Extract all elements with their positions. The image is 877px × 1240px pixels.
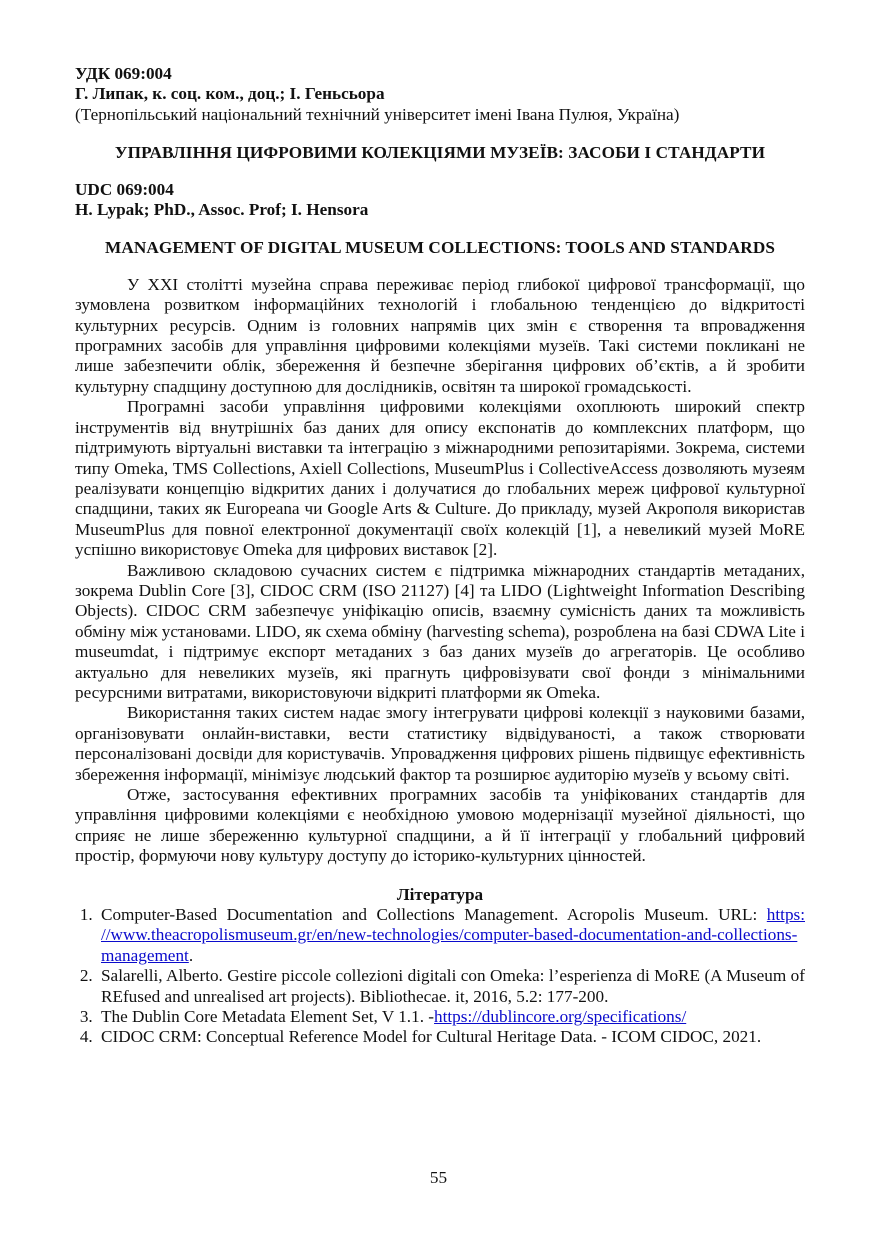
paragraph-4: Використання таких систем надає змогу інтегрувати цифрові колекції з науковими базами, організовувати онлайн-виставки, вести статистику відвідуваності, а також створювати персоналізовані досвіди для користувачів. Упровадження цифрових рішень підвищує ефективність збереження інформації, мінімізує людський фактор та розширює аудиторію музеїв у всьому світі. bbox=[75, 703, 805, 784]
paragraph-3: Важливою складовою сучасних систем є підтримка міжнародних стандартів метаданих, зокрема Dublin Core [3], CIDOC CRM (ISO 21127) [4] та LIDO (Lightweight Information Describing Objects). CIDOC CRM забезпечує уніфікацію описів, взаємну сумісність даних та можливість обміну між установами. LIDO, як схема обміну (harvesting schema), розроблена на базі CDWA Lite і museumdat, і підтримує експорт метаданих з баз даних музеїв до агрегаторів. Це особливо актуально для невеликих музеїв, які прагнуть цифровізувати свої фонди з мінімальними ресурсними витратами, використовуючи відкриті платформи як Omeka. bbox=[75, 560, 805, 702]
affiliation-ua: (Тернопільський національний технічний університет імені Івана Пулюя, Україна) bbox=[75, 104, 680, 124]
paragraph-5: Отже, застосування ефективних програмних засобів та уніфікованих стандартів для управління цифровими колекціями є необхідною умовою модернізації музейної діяльності, що сприяє не лише збереженню культурної спадщини, а й її інтеграції у глобальний цифровий простір, формуючи нову культуру доступу до історико-культурних цінностей. bbox=[75, 785, 805, 866]
reference-text: The Dublin Core Metadata Element Set, V 1.1. - bbox=[101, 1007, 435, 1027]
page-number: 55 bbox=[429, 1168, 448, 1187]
authors-ua: Г. Липак, к. соц. ком., доц.; І. Геньсьора bbox=[75, 84, 385, 104]
udc-ua: УДК 069:004 bbox=[75, 64, 172, 83]
references-list bbox=[75, 905, 805, 1048]
reference-item bbox=[97, 966, 805, 1007]
reference-link[interactable]: https: //www.theacropolismuseum.gr/en/new-technologies/computer-based-documentation-and-collections-management bbox=[101, 905, 805, 965]
title-en: MANAGEMENT OF DIGITAL MUSEUM COLLECTIONS: TOOLS AND STANDARDS bbox=[105, 238, 775, 258]
reference-text: Salarelli, Alberto. Gestire piccole collezioni digitali con Omeka: l’esperienza di MoRE (A Museum of REfused and unrealised art projects). Bibliothecae. it, 2016, 5.2: 177-200. bbox=[101, 966, 805, 1006]
title-ua: УПРАВЛІННЯ ЦИФРОВИМИ КОЛЕКЦІЯМИ МУЗЕЇВ: ЗАСОБИ І СТАНДАРТИ bbox=[114, 143, 766, 163]
authors-en: H. Lypak; PhD., Assoc. Prof; I. Hensora bbox=[75, 200, 369, 220]
paragraph-1: У XXI столітті музейна справа переживає період глибокої цифрової трансформації, що зумовлена розвитком інформаційних технологій і глобальною тенденцією до відкритості культурних ресурсів. Одним із головних напрямів цих змін є створення та впровадження програмних засобів для управління цифровими колекціями музеїв. Такі системи покликані не лише забезпечити облік, збереження й безпечне зберігання цифрових об’єктів, а й зробити культурну спадщину доступною для дослідників, освітян та широкої громадськості. bbox=[75, 274, 805, 396]
document-page bbox=[75, 64, 805, 1048]
reference-item bbox=[97, 905, 805, 966]
reference-item bbox=[97, 1027, 805, 1047]
body-text bbox=[75, 275, 805, 867]
references-heading: Література bbox=[396, 884, 484, 904]
paragraph-2: Програмні засоби управління цифровими колекціями охоплюють широкий спектр інструментів від внутрішніх баз даних для опису експонатів до комплексних платформ, що підтримують віртуальні виставки та інтеграцію з міжнародними репозитаріями. Зокрема, системи типу Omeka, TMS Collections, Axiell Collections, MuseumPlus і CollectiveAccess дозволяють музеям реалізувати концепцію відкритих даних і долучатися до глобальних мереж цифрової культурної спадщини, таких як Europeana чи Google Arts & Culture. До прикладу, музей Акрополя використав MuseumPlus для повної електронної документації своїх колекцій [1], а невеликий музей MoRE успішно використовує Omeka для цифрових виставок [2]. bbox=[75, 397, 805, 560]
reference-text: CIDOC CRM: Conceptual Reference Model for Cultural Heritage Data. - ICOM CIDOC, 2021. bbox=[101, 1027, 762, 1047]
reference-item bbox=[97, 1007, 805, 1027]
reference-link[interactable]: https://dublincore.org/specifications/ bbox=[434, 1007, 687, 1027]
reference-suffix: . bbox=[188, 945, 194, 965]
udc-en: UDC 069:004 bbox=[75, 179, 174, 199]
reference-text: Computer-Based Documentation and Collections Management. Acropolis Museum. URL: bbox=[101, 905, 767, 925]
